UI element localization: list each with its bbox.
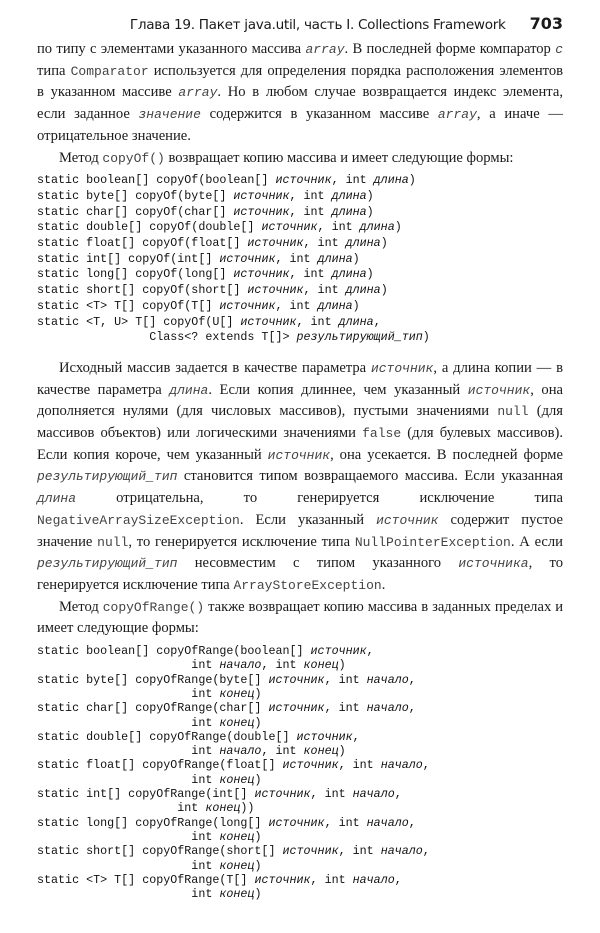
text-run: , она дополняется нулями (для числовых массивов), пустыми значениями (37, 381, 564, 420)
code-text: int (37, 858, 220, 873)
code-text: , int (289, 267, 332, 282)
code-text: ) (338, 658, 346, 673)
code-parameter: источник (268, 701, 325, 716)
text-run: , то генерируется исключение типа (37, 555, 563, 593)
code-line (37, 859, 563, 873)
text-run: Исходный массив задается в качестве параметра (59, 359, 371, 376)
code-text: ) (366, 188, 374, 203)
code-text: static <T> T[] copyOf(T[] (37, 298, 220, 313)
code-text: static long[] copyOfRange(long[] (37, 815, 269, 830)
code-parameter: источник (254, 872, 311, 887)
code-text: , (373, 314, 381, 329)
text-run: , она усекается. В последней форме (330, 446, 563, 463)
code-text: , int (303, 283, 346, 298)
text-run: отрицательна, то генерируется исключение типа (76, 490, 563, 507)
code-text: ) (422, 330, 430, 345)
text-run: . В последней форме компаратор (344, 41, 556, 57)
code-line (37, 189, 563, 205)
code-parameter: начало (380, 758, 423, 773)
inline-parameter: источник (267, 447, 331, 463)
code-parameter: источник (247, 236, 304, 251)
code-line (37, 758, 563, 772)
code-text: static boolean[] copyOf(boolean[] (37, 173, 276, 188)
code-parameter: конец (303, 744, 339, 759)
code-text: static boolean[] copyOfRange(boolean[] (37, 644, 311, 659)
inline-code: null (97, 534, 129, 550)
code-text: ) (380, 236, 388, 251)
code-parameter: начало (352, 787, 395, 802)
code-text: ) (408, 173, 416, 188)
code-line (37, 816, 563, 830)
text-run: . Но в любом случае возвращается индекс элемента, если заданное (37, 84, 563, 123)
code-line (37, 830, 563, 844)
text-run: также возвращает копию массива в заданных пределах и имеет следующие формы: (37, 598, 564, 637)
code-text: ) (338, 744, 346, 759)
code-text: static int[] copyOfRange(int[] (37, 787, 255, 802)
code-text: static <T> T[] copyOfRange(T[] (37, 872, 255, 887)
code-parameter: источник (275, 173, 332, 188)
code-text: , int (261, 658, 304, 673)
code-text: ) (254, 772, 262, 787)
code-text: static byte[] copyOfRange(byte[] (37, 672, 269, 687)
code-text: int (37, 772, 220, 787)
code-text: ) (254, 715, 262, 730)
code-copyofrange-forms (37, 644, 563, 901)
code-copyof-forms (37, 173, 563, 346)
inline-parameter: c (555, 42, 563, 57)
code-parameter: источник (282, 758, 339, 773)
inline-parameter: array (305, 42, 345, 57)
inline-parameter: источник (376, 512, 439, 528)
code-text: , int (303, 236, 346, 251)
code-text: , (366, 644, 374, 659)
code-text: ) (254, 887, 262, 902)
code-line (37, 236, 563, 252)
running-header (37, 14, 563, 33)
code-parameter: источник (233, 267, 290, 282)
code-text: , int (331, 173, 374, 188)
code-text: , int (289, 188, 332, 203)
code-parameter: начало (219, 744, 262, 759)
inline-code: null (497, 404, 529, 420)
code-parameter: источник (233, 188, 290, 203)
code-line (37, 658, 563, 672)
text-run: , а длина копии — в качестве параметра (37, 359, 563, 398)
code-parameter: длина (345, 236, 381, 251)
code-text: ) (254, 829, 262, 844)
code-line (37, 299, 563, 315)
code-text: , int (296, 314, 339, 329)
code-text: , int (261, 744, 304, 759)
code-parameter: источник (268, 815, 325, 830)
inline-parameter: array (178, 85, 218, 101)
code-parameter: начало (219, 658, 262, 673)
code-parameter: длина (373, 173, 409, 188)
text-run: (для булевых массивов). Если копия короче, чем указанный (37, 425, 563, 463)
code-text: ) (254, 858, 262, 873)
code-text: , int (275, 251, 318, 266)
inline-parameter: источник (467, 382, 531, 398)
code-text: static float[] copyOf(float[] (37, 236, 248, 251)
text-run: содержится в указанном массиве (200, 106, 438, 123)
code-text: , (408, 672, 416, 687)
code-parameter: длина (338, 314, 374, 329)
code-parameter: длина (345, 283, 381, 298)
text-run: используется для определения порядка расположения элементов в указанном массиве (37, 62, 564, 101)
text-run: несовместим с типом указанного (177, 555, 459, 572)
text-run: , то генерируется исключение типа (128, 533, 355, 550)
code-line (37, 330, 563, 346)
code-text: static double[] copyOf(double[] (37, 220, 262, 235)
code-line (37, 283, 563, 299)
inline-parameter: результирующий_тип (37, 556, 178, 572)
text-run: типа (37, 62, 71, 79)
page-number: 703 (529, 14, 563, 33)
code-line (37, 205, 563, 221)
code-line (37, 730, 563, 744)
code-line (37, 173, 563, 189)
code-line (37, 673, 563, 687)
code-text: static char[] copyOf(char[] (37, 204, 234, 219)
paragraph-copyofrange-intro (37, 597, 563, 640)
code-text: int (37, 801, 206, 816)
code-parameter: результирующий_тип (296, 330, 423, 345)
code-text: static <T, U> T[] copyOf(U[] (37, 314, 241, 329)
code-text: , int (317, 220, 360, 235)
code-text: , int (275, 298, 318, 313)
code-text: static byte[] copyOf(byte[] (37, 188, 234, 203)
code-line (37, 716, 563, 730)
code-line (37, 773, 563, 787)
code-line (37, 252, 563, 268)
code-parameter: источник (296, 729, 353, 744)
code-parameter: источник (247, 283, 304, 298)
code-line (37, 801, 563, 815)
inline-code: copyOfRange() (102, 599, 205, 615)
text-run: Метод (59, 598, 103, 615)
inline-code: NegativeArraySizeException (37, 512, 240, 528)
inline-parameter: длина (37, 491, 77, 507)
code-parameter: начало (366, 701, 409, 716)
inline-parameter: array (437, 107, 477, 123)
code-text: , int (338, 844, 381, 859)
inline-code: ArrayStoreException (233, 577, 382, 593)
text-run: . Если копия длиннее, чем указанный (208, 381, 468, 398)
code-parameter: источник (240, 314, 297, 329)
code-text: ) (366, 267, 374, 282)
code-line (37, 787, 563, 801)
code-line (37, 687, 563, 701)
code-text: ) (380, 283, 388, 298)
code-text: int (37, 715, 220, 730)
code-text: static long[] copyOf(long[] (37, 267, 234, 282)
code-line (37, 873, 563, 887)
code-text: , int (324, 672, 367, 687)
text-run: возвращает копию массива и имеет следующие формы: (164, 149, 514, 166)
code-text: , int (324, 701, 367, 716)
code-line (37, 844, 563, 858)
code-parameter: конец (219, 686, 255, 701)
inline-parameter: результирующий_тип (37, 469, 178, 485)
code-parameter: конец (219, 715, 255, 730)
chapter-title: Глава 19. Пакет java.util, часть I. Collections Framework (129, 17, 506, 33)
text-run: . (381, 576, 386, 593)
inline-parameter: источника (458, 556, 529, 572)
code-text: static int[] copyOf(int[] (37, 251, 220, 266)
code-line (37, 267, 563, 283)
text-run: , а иначе — отрицательное значение. (37, 106, 563, 144)
code-text: , (394, 872, 402, 887)
code-parameter: длина (331, 204, 367, 219)
code-line (37, 315, 563, 331)
code-parameter: источник (268, 672, 325, 687)
code-text: ) (254, 686, 262, 701)
code-parameter: начало (352, 872, 395, 887)
text-run: Метод (59, 149, 103, 166)
code-text: int (37, 686, 220, 701)
inline-code: NullPointerException (354, 534, 511, 550)
inline-code: Comparator (70, 63, 149, 79)
inline-parameter: длина (169, 382, 209, 398)
code-parameter: длина (317, 251, 353, 266)
code-text: ) (352, 298, 360, 313)
code-parameter: начало (366, 815, 409, 830)
code-line (37, 644, 563, 658)
code-text: , (352, 729, 360, 744)
text-run: (для массивов объектов) или логическими значениями (37, 403, 563, 442)
code-parameter: длина (331, 188, 367, 203)
code-text: , (422, 758, 430, 773)
code-parameter: источник (254, 787, 311, 802)
code-text: Class<? extends T[]> (37, 330, 297, 345)
code-parameter: длина (359, 220, 395, 235)
code-parameter: начало (380, 844, 423, 859)
text-run: по типу с элементами указанного массива (37, 41, 306, 57)
code-text: , (422, 844, 430, 859)
code-parameter: конец (219, 887, 255, 902)
code-line (37, 220, 563, 236)
inline-parameter: значение (138, 107, 201, 123)
code-text: , (394, 787, 402, 802)
code-text: int (37, 829, 220, 844)
code-text: static double[] copyOfRange(double[] (37, 729, 297, 744)
code-text: static short[] copyOfRange(short[] (37, 844, 283, 859)
code-parameter: источник (219, 251, 276, 266)
code-parameter: источник (219, 298, 276, 313)
code-text: , int (310, 872, 353, 887)
code-text: , (408, 815, 416, 830)
code-text: static short[] copyOf(short[] (37, 283, 248, 298)
text-run: содержит пустое значение (37, 511, 564, 550)
inline-parameter: источник (370, 360, 434, 376)
code-text: static char[] copyOfRange(char[] (37, 701, 269, 716)
code-parameter: длина (331, 267, 367, 282)
code-text: ) (352, 251, 360, 266)
code-text: ) (394, 220, 402, 235)
code-line (37, 887, 563, 901)
code-text: int (37, 744, 220, 759)
code-parameter: конец (303, 658, 339, 673)
code-line (37, 744, 563, 758)
code-parameter: конец (219, 829, 255, 844)
code-text: int (37, 887, 220, 902)
code-parameter: источник (310, 644, 367, 659)
paragraph-copyof-intro (37, 148, 563, 170)
paragraph-binary-search-end (37, 39, 563, 148)
code-parameter: длина (317, 298, 353, 313)
code-text: ) (366, 204, 374, 219)
text-run: . Если указанный (239, 511, 377, 528)
code-parameter: источник (261, 220, 318, 235)
code-text: , (408, 701, 416, 716)
code-text: , int (310, 787, 353, 802)
code-line (37, 701, 563, 715)
inline-code: copyOf() (102, 150, 165, 166)
code-text: int (37, 658, 220, 673)
code-parameter: конец (219, 858, 255, 873)
code-text: )) (240, 801, 255, 816)
inline-code: false (362, 426, 402, 442)
code-text: , int (338, 758, 381, 773)
code-parameter: источник (233, 204, 290, 219)
code-text: static float[] copyOfRange(float[] (37, 758, 283, 773)
text-run: . А если (510, 533, 563, 550)
text-run: становится типом возвращаемого массива. Если указанная (177, 468, 563, 485)
code-parameter: источник (282, 844, 339, 859)
code-parameter: начало (366, 672, 409, 687)
code-parameter: конец (205, 801, 241, 816)
code-text: , int (324, 815, 367, 830)
code-parameter: конец (219, 772, 255, 787)
code-text: , int (289, 204, 332, 219)
paragraph-copyof-description (37, 358, 563, 597)
